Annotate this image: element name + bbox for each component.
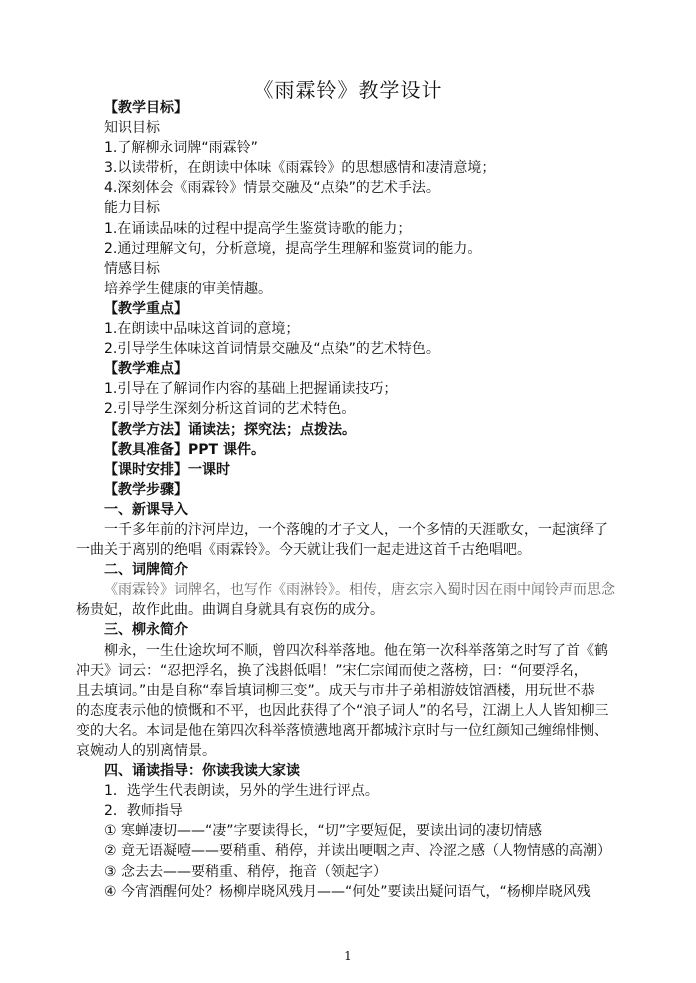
body-text-line: 4.深刻体会《雨霖铃》情景交融及“点染”的艺术手法。 [104,180,440,197]
body-text-line: 2.引导学生体味这首词情景交融及“点染”的艺术特色。 [104,341,440,358]
body-text-line: 《雨霖铃》词牌名，也写作《雨淋铃》。相传，唐玄宗入蜀时因在雨中闻铃声而思念 [104,582,615,599]
section-heading: 【教学步骤】 [104,481,188,498]
body-text-line: 1.了解柳永词牌“雨霖铃” [104,140,258,157]
body-text-line: 且去填词。”由是自称“奉旨填词柳三变”。成天与市井子弟相游妓馆酒楼，用玩世不恭 [76,682,595,699]
document-body [0,98,696,902]
section-heading: 【教学难点】 [104,361,188,378]
body-text-line: 1.引导在了解词作内容的基础上把握诵读技巧； [104,381,398,398]
section-heading: 一、新课导入 [104,501,188,518]
body-text-line: 一曲关于离别的绝唱《雨霖铃》。今天就让我们一起走进这首千古绝唱吧。 [76,542,531,559]
body-text-line: 3.以读带析，在朗读中体味《雨霖铃》的思想感情和凄清意境； [104,160,496,177]
section-heading: 【教学重点】 [104,300,188,317]
body-text-line: 培养学生健康的审美情趣。 [104,280,272,297]
section-heading: 【教学目标】 [104,100,188,116]
section-heading: 三、柳永简介 [104,622,188,639]
body-text-line: 2．教师指导 [104,803,183,820]
body-text-line: 情感目标 [104,260,160,277]
body-text-line: ③ 念去去——要稍重、稍停，拖音（领起字） [104,863,387,880]
body-text-line: 知识目标 [104,120,160,137]
section-heading: 【课时安排】一课时 [104,461,230,478]
body-text-line: 1.在朗读中品味这首词的意境； [104,321,300,338]
body-text-line: ① 寒蝉凄切——“凄”字要读得长，“切”字要短促，要读出词的凄切情感 [104,823,543,840]
document-title: 《雨霖铃》教学设计 [253,78,443,102]
page-number: 1 [344,949,352,963]
body-text-line: 2.通过理解文句，分析意境，提高学生理解和鉴赏词的能力。 [104,240,482,257]
body-text-line: 的态度表示他的愤慨和不平，也因此获得了个“浪子词人”的名号，江湖上人人皆知柳三 [76,702,609,719]
section-heading: 【教具准备】PPT 课件。 [104,441,265,458]
body-text-line: 2.引导学生深刻分析这首词的艺术特色。 [104,401,356,418]
body-text-line: ② 竟无语凝噎——要稍重、稍停，并读出哽咽之声、冷涩之感（人物情感的高潮） [104,843,611,860]
body-text-line: 变的大名。本词是他在第四次科举落愤懑地离开都城汴京时与一位红颜知己缠绵悱恻、 [76,722,608,739]
section-heading: 【教学方法】诵读法；探究法；点拨法。 [104,421,356,438]
body-text-line: 1．选学生代表朗读，另外的学生进行评点。 [104,783,379,800]
body-text-line: 一千多年前的汴河岸边，一个落魄的才子文人，一个多情的天涯歌女，一起演绎了 [104,521,608,538]
section-heading: 二、词牌简介 [104,562,188,579]
body-text-line: 杨贵妃，故作此曲。曲调自身就具有哀伤的成分。 [76,602,384,619]
section-heading: 四、诵读指导：你读我读大家读 [104,763,300,780]
body-text-line: 1.在诵读品味的过程中提高学生鉴赏诗歌的能力； [104,220,412,237]
body-text-line: 柳永，一生仕途坎坷不顺，曾四次科举落地。他在第一次科举落第之时写了首《鹤 [104,642,608,659]
body-text-line: ④ 今宵酒醒何处？杨柳岸晓风残月——“何处”要读出疑问语气，“杨柳岸晓风残 [104,883,591,900]
body-text-line: 冲天》词云：“忍把浮名，换了浅斟低唱！”宋仁宗闻而使之落榜，曰：“何要浮名， [76,662,588,679]
body-text-line: 能力目标 [104,200,160,217]
body-text-line: 哀婉动人的别离情景。 [76,743,216,759]
